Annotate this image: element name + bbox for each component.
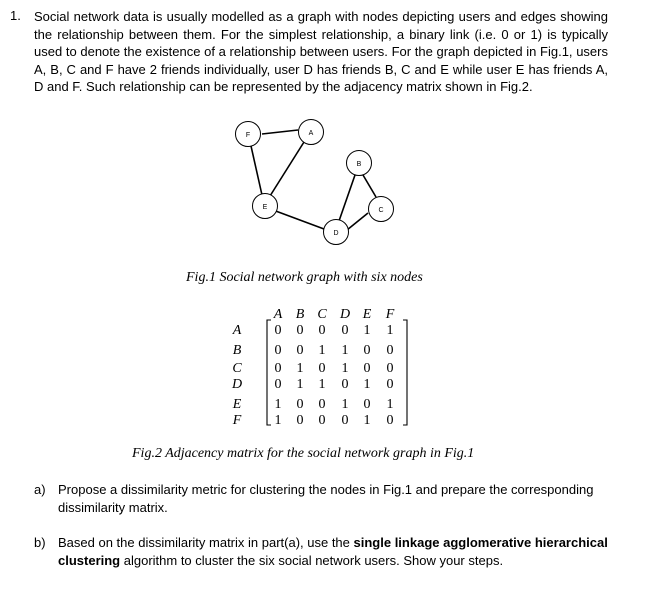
node-label-C: C bbox=[378, 207, 384, 214]
matrix-row-header: F bbox=[232, 413, 242, 428]
matrix-cell: 0 bbox=[318, 397, 326, 412]
matrix-cell: 0 bbox=[318, 323, 326, 338]
matrix-cell: 1 bbox=[363, 413, 371, 428]
matrix-cell: 0 bbox=[386, 413, 394, 428]
node-label-F: F bbox=[245, 132, 251, 139]
matrix-left-bracket bbox=[267, 320, 271, 425]
node-label-D: D bbox=[333, 230, 339, 237]
matrix-cell: 0 bbox=[363, 361, 371, 376]
matrix-row-header: C bbox=[232, 361, 242, 376]
matrix-cell: 0 bbox=[341, 377, 349, 392]
matrix-cell: 0 bbox=[318, 361, 326, 376]
part-b-text-before: Based on the dissimilarity matrix in part(a), use the bbox=[58, 535, 354, 550]
matrix-right-bracket bbox=[403, 320, 407, 425]
part-a-text: Propose a dissimilarity metric for clustering the nodes in Fig.1 and prepare the corresponding dissimilarity matrix. bbox=[58, 482, 594, 515]
matrix-cell: 0 bbox=[274, 361, 282, 376]
question-intro: Social network data is usually modelled as a graph with nodes depicting users and edges showing the relationship between them. For the simplest relationship, a binary link (i.e. 0 or 1) is typically used to denote the existence of a relationship between users. For the graph depicted in Fig.1, users A, B, C and F have 2 friends individually, user D has friends B, C and E while user E has friends A, D and F. Such relationship can be represented by the adjacency matrix shown in Fig.2. bbox=[34, 9, 608, 95]
matrix-cell: 0 bbox=[386, 377, 394, 392]
matrix-cell: 1 bbox=[318, 377, 326, 392]
matrix-cell: 0 bbox=[363, 397, 371, 412]
matrix-cell: 0 bbox=[274, 377, 282, 392]
matrix-cell: 0 bbox=[341, 323, 349, 338]
matrix-cell: 0 bbox=[296, 413, 304, 428]
part-b-label: b) bbox=[34, 535, 46, 550]
matrix-cell: 1 bbox=[363, 377, 371, 392]
matrix-cell: 1 bbox=[274, 413, 282, 428]
matrix-cell: 1 bbox=[386, 397, 394, 412]
matrix-row-header: B bbox=[232, 343, 242, 358]
matrix-cell: 0 bbox=[386, 343, 394, 358]
matrix-cell: 0 bbox=[318, 413, 326, 428]
matrix-cell: 1 bbox=[341, 397, 349, 412]
matrix-cell: 1 bbox=[296, 361, 304, 376]
matrix-col-header: E bbox=[362, 307, 372, 322]
node-label-E: E bbox=[262, 204, 268, 211]
matrix-col-header: B bbox=[295, 307, 305, 322]
part-b-text-after: algorithm to cluster the six social network users. Show your steps. bbox=[120, 552, 504, 568]
matrix-col-header: A bbox=[273, 307, 283, 322]
matrix-cell: 1 bbox=[386, 323, 394, 338]
matrix-col-header: D bbox=[339, 307, 351, 322]
matrix-cell: 0 bbox=[274, 323, 282, 338]
matrix-row-header: A bbox=[232, 323, 242, 338]
matrix-row-header: E bbox=[232, 397, 242, 412]
matrix-cell: 0 bbox=[274, 343, 282, 358]
matrix-col-header: F bbox=[385, 307, 395, 322]
part-b-text bbox=[58, 534, 624, 569]
matrix-cell: 0 bbox=[386, 361, 394, 376]
matrix-cell: 0 bbox=[296, 397, 304, 412]
matrix-cell: 0 bbox=[296, 323, 304, 338]
node-label-A: A bbox=[308, 130, 314, 137]
node-label-B: B bbox=[356, 161, 362, 168]
matrix-col-header: C bbox=[317, 307, 327, 322]
matrix-cell: 0 bbox=[341, 413, 349, 428]
figure1-caption: Fig.1 Social network graph with six nodes bbox=[186, 270, 423, 285]
matrix-cell: 0 bbox=[296, 343, 304, 358]
matrix-cell: 1 bbox=[341, 343, 349, 358]
figure2-caption: Fig.2 Adjacency matrix for the social network graph in Fig.1 bbox=[132, 446, 475, 461]
matrix-cell: 0 bbox=[363, 343, 371, 358]
matrix-cell: 1 bbox=[274, 397, 282, 412]
matrix-cell: 1 bbox=[363, 323, 371, 338]
question-number: 1. bbox=[10, 8, 21, 23]
matrix-cell: 1 bbox=[318, 343, 326, 358]
part-a-label: a) bbox=[34, 482, 46, 497]
matrix-cell: 1 bbox=[341, 361, 349, 376]
matrix-row-header: D bbox=[231, 377, 243, 392]
matrix-cell: 1 bbox=[296, 377, 304, 392]
part-b-text-bold: single linkage agglomerative hierarchical clustering bbox=[58, 535, 608, 568]
